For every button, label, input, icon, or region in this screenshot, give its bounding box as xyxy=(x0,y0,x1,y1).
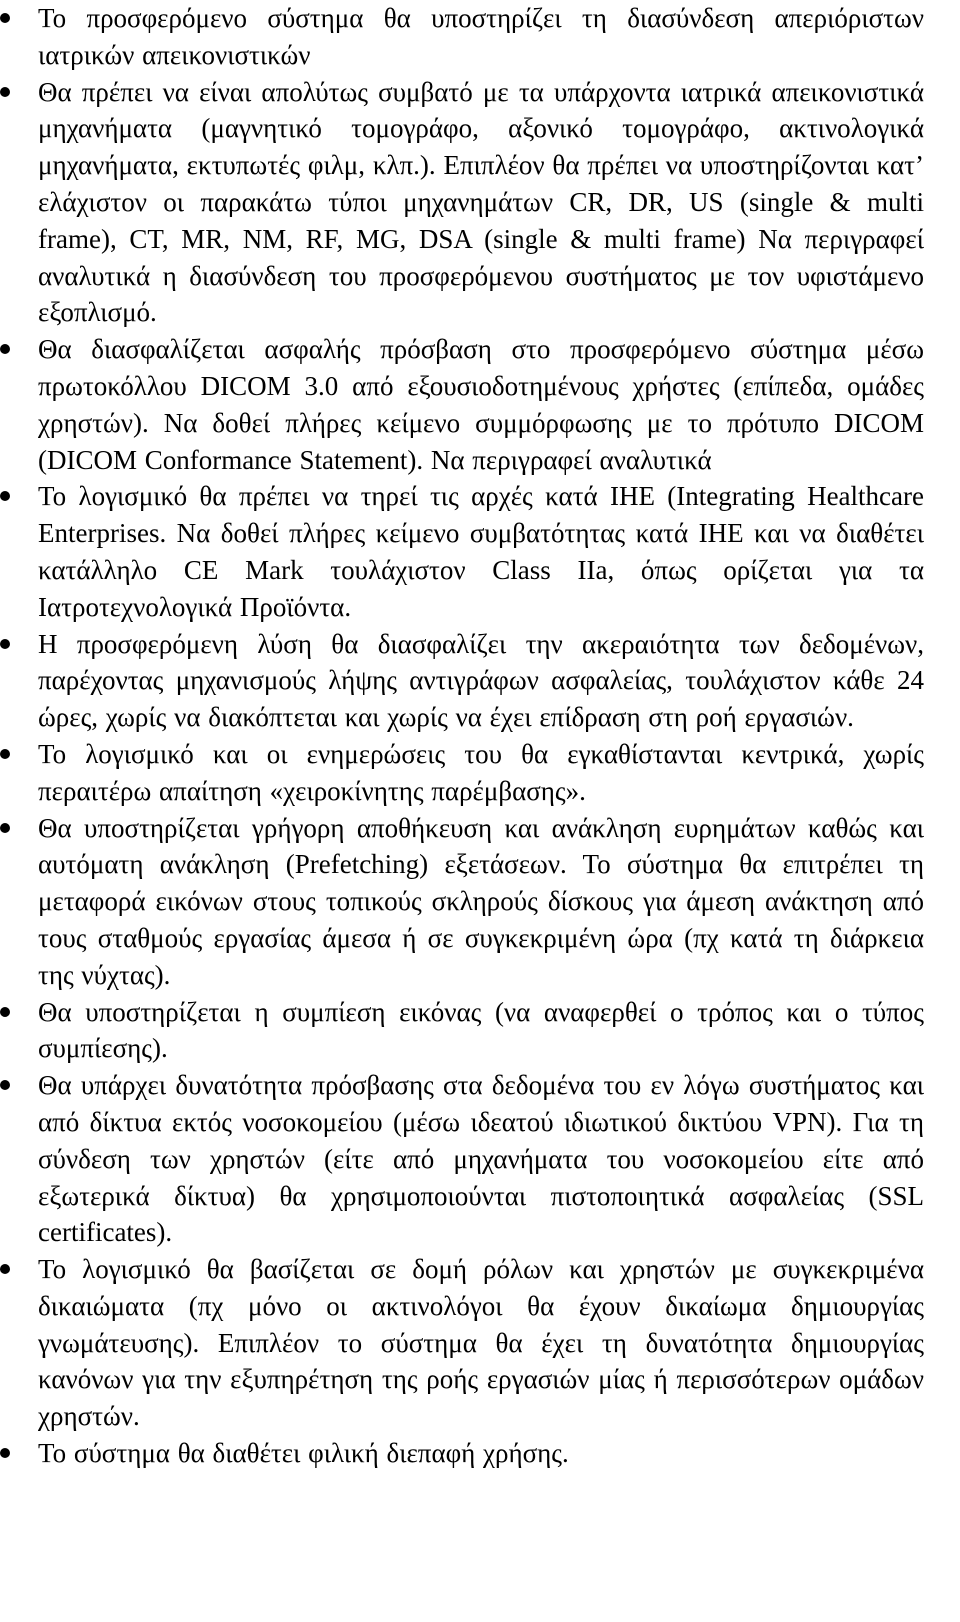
list-item xyxy=(0,331,924,478)
list-item-text: Το λογισμικό θα βασίζεται σε δομή ρόλων και χρηστών με συγκεκριμένα δικαιώματα (πχ μόνο οι ακτινολόγοι θα έχουν δικαίωμα δημιουργίας γνωμάτευσης). Επιπλέον το σύστημα θα έχει τη δυνατότητα δημιουργίας κανόνων για την εξυπηρέτηση της ροής εργασιών μίας ή περισσότερων ομάδων χρηστών. xyxy=(38,1254,924,1432)
list-item xyxy=(0,994,924,1068)
list-item-text: Θα διασφαλίζεται ασφαλής πρόσβαση στο προσφερόμενο σύστημα μέσω πρωτοκόλλου DICOM 3.0 από εξουσιοδοτημένους χρήστες (επίπεδα, ομάδες χρηστών). Να δοθεί πλήρες κείμενο συμμόρφωσης με το πρότυπο DICOM (DICOM Conformance Statement). Να περιγραφεί αναλυτικά xyxy=(38,334,924,475)
list-item-text: Θα υπάρχει δυνατότητα πρόσβασης στα δεδομένα του εν λόγω συστήματος και από δίκτυα εκτός νοσοκομείου (μέσω ιδεατού ιδιωτικού δικτύου VPN). Για τη σύνδεση των χρηστών (είτε από μηχανήματα του νοσοκομείου είτε από εξωτερικά δίκτυα) θα χρησιμοποιούνται πιστοποιητικά ασφαλείας (SSL certificates). xyxy=(38,1070,924,1248)
bullet-icon xyxy=(0,1448,10,1458)
list-item-text: Το σύστημα θα διαθέτει φιλική διεπαφή χρήσης. xyxy=(38,1438,569,1469)
list-item-text: Το λογισμικό θα πρέπει να τηρεί τις αρχές κατά IHE (Integrating Healthcare Enterprises. Να δοθεί πλήρες κείμενο συμβατότητας κατά IHE και να διαθέτει κατάλληλο CE Mark τουλάχιστον Class IIa, όπως ορίζεται για τα Ιατροτεχνολογικά Προϊόντα. xyxy=(38,481,924,622)
list-item xyxy=(0,810,924,994)
bullet-icon xyxy=(0,749,10,759)
list-item xyxy=(0,1251,924,1435)
list-item xyxy=(0,1067,924,1251)
list-item xyxy=(0,626,924,736)
bullet-icon xyxy=(0,87,10,97)
list-item xyxy=(0,74,924,332)
list-item xyxy=(0,478,924,625)
list-item-text: Θα υποστηρίζεται γρήγορη αποθήκευση και ανάκληση ευρημάτων καθώς και αυτόματη ανάκληση (Prefetching) εξετάσεων. Το σύστημα θα επιτρέπει τη μεταφορά εικόνων στους τοπικούς σκληρούς δίσκους για άμεση ανάκτηση από τους σταθμούς εργασίας άμεσα ή σε συγκεκριμένη ώρα (πχ κατά τη διάρκεια της νύχτας). xyxy=(38,812,924,990)
bullet-icon xyxy=(0,1080,10,1090)
list-item-text: Το προσφερόμενο σύστημα θα υποστηρίζει τη διασύνδεση απεριόριστων ιατρικών απεικονιστικών xyxy=(38,3,924,70)
list-item-text: Το λογισμικό και οι ενημερώσεις του θα εγκαθίστανται κεντρικά, χωρίς περαιτέρω απαίτηση «χειροκίνητης παρέμβασης». xyxy=(38,738,924,806)
bullet-icon xyxy=(0,13,10,23)
bullet-icon xyxy=(0,491,10,501)
list-item xyxy=(0,1435,924,1472)
list-item-text: Θα πρέπει να είναι απολύτως συμβατό με τα υπάρχοντα ιατρικά απεικονιστικά μηχανήματα (μαγνητικό τομογράφο, αξονικό τομογράφο, ακτινολογικά μηχανήματα, εκτυπωτές φιλμ, κλπ.). Επιπλέον θα πρέπει να υποστηρίζονται κατ’ ελάχιστον οι παρακάτω τύποι μηχανημάτων CR, DR, US (single & multi frame), CT, MR, NM, RF, MG, DSA (single & multi frame) Να περιγραφεί αναλυτικά η διασύνδεση του προσφερόμενου συστήματος με τον υφιστάμενο εξοπλισμό. xyxy=(38,76,924,328)
list-item-text: Θα υποστηρίζεται η συμπίεση εικόνας (να αναφερθεί ο τρόπος και ο τύπος συμπίεσης). xyxy=(38,996,924,1064)
bullet-icon xyxy=(0,1264,10,1274)
bullet-icon xyxy=(0,1007,10,1017)
list-item-text: Η προσφερόμενη λύση θα διασφαλίζει την ακεραιότητα των δεδομένων, παρέχοντας μηχανισμούς λήψης αντιγράφων ασφαλείας, τουλάχιστον κάθε 24 ώρες, χωρίς να διακόπτεται και χωρίς να έχει επίδραση στη ροή εργασιών. xyxy=(38,628,924,733)
list-item xyxy=(0,736,924,810)
bullet-icon xyxy=(0,639,10,649)
bullet-icon xyxy=(0,823,10,833)
list-item xyxy=(0,0,924,74)
bullet-icon xyxy=(0,344,10,354)
